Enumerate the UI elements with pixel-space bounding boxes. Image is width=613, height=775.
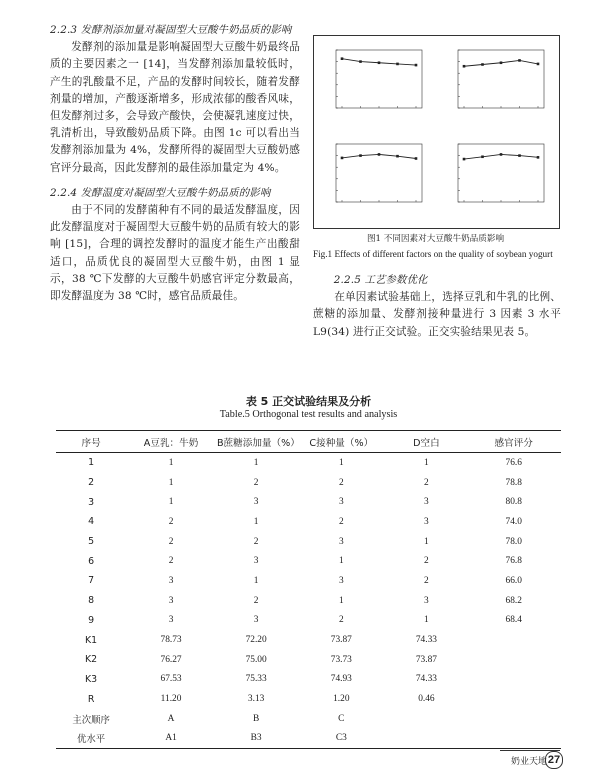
table-row <box>56 591 561 611</box>
table-cell: 3 <box>338 575 344 586</box>
table-cell: 1 <box>338 595 344 606</box>
table-cell <box>466 670 561 690</box>
figure-caption-en: Fig.1 Effects of different factors on the quality of soybean yogurt <box>313 249 553 259</box>
table-row <box>56 650 561 670</box>
row-label-cell: 2 <box>88 477 95 489</box>
table-cell: 72.20 <box>245 635 267 646</box>
table-cell: 2 <box>338 477 344 488</box>
section-223-heading: 2.2.3 发酵剂添加量对凝固型大豆酸牛奶品质的影响 <box>50 24 292 36</box>
chart-1a <box>320 42 428 122</box>
data-point <box>463 158 466 161</box>
table-cell: 3 <box>338 536 344 547</box>
table-cell: 1 <box>424 615 429 626</box>
data-point <box>537 156 540 159</box>
header-score: 感官评分 <box>466 431 561 453</box>
row-label-cell: K3 <box>85 673 98 685</box>
row-label-cell: 4 <box>88 516 95 528</box>
table-cell: 2 <box>338 615 344 626</box>
table-row <box>56 630 561 650</box>
plot-frame <box>336 50 422 108</box>
row-label-cell: 优水平 <box>56 729 126 749</box>
table-row <box>56 689 561 709</box>
table-cell: 75.00 <box>245 654 267 665</box>
table-cell: 3 <box>424 516 429 527</box>
page-number: 27 <box>545 751 563 769</box>
row-label-cell: 7 <box>88 575 95 587</box>
header-c: C接种量（%） <box>296 431 386 453</box>
row-label-cell: 1 <box>88 457 95 469</box>
table-cell: 3 <box>424 595 429 606</box>
table-cell: 66.0 <box>505 575 522 586</box>
orthogonal-table <box>56 430 561 749</box>
data-point <box>518 154 521 157</box>
row-label-cell: K2 <box>85 654 98 666</box>
table-cell: 3 <box>168 595 174 606</box>
table-cell: 76.27 <box>160 654 182 665</box>
table-cell: 2 <box>253 536 259 547</box>
plot-frame <box>458 50 544 108</box>
data-point <box>481 155 484 158</box>
table-cell: 2 <box>168 536 174 547</box>
table-cell: 74.33 <box>415 635 437 646</box>
table-cell <box>466 709 561 729</box>
table-row <box>56 453 561 473</box>
data-point <box>518 59 521 62</box>
table-cell <box>386 709 466 729</box>
chart-1d <box>442 136 550 216</box>
table-cell: B <box>252 713 260 724</box>
table-cell: 2 <box>168 556 174 567</box>
row-label-cell: 8 <box>88 595 95 607</box>
header-d: D空白 <box>386 431 466 453</box>
table-cell: 1 <box>168 497 174 508</box>
table-cell: 2 <box>424 556 429 567</box>
table-cell: 73.87 <box>415 654 437 665</box>
table-title-en: Table.5 Orthogonal test results and analysis <box>219 409 398 420</box>
table-cell: 1 <box>424 536 429 547</box>
table-row <box>56 571 561 591</box>
header-b: B蔗糖添加量（%） <box>216 431 296 453</box>
table-cell: 0.46 <box>418 694 435 705</box>
table-row <box>56 709 561 729</box>
table-cell: B3 <box>216 729 296 749</box>
table-cell: 11.20 <box>160 694 182 705</box>
table-cell: 74.0 <box>505 516 522 527</box>
table-row <box>56 512 561 532</box>
section-224-paragraph: 由于不同的发酵菌种有不同的最适发酵温度，因此发酵温度对于凝固型大豆酸牛奶的品质有较大的影响 [15]，合理的调控发酵时的温度才能生产出酸甜适口，品质优良的凝固型大豆酸牛奶，由图 1 显示，38 ℃下发酵的大豆酸牛奶感官评定分数最高，即发酵温度为 38 ℃时，感官品质最佳。 <box>50 204 300 303</box>
table-cell: 1.20 <box>333 694 350 705</box>
figure-1 <box>313 35 560 229</box>
table-cell: 1 <box>253 457 259 468</box>
row-label-cell: R <box>87 693 95 705</box>
table-cell: 68.4 <box>505 615 522 626</box>
table-cell: A <box>167 713 175 724</box>
header-a: A豆乳：牛奶 <box>126 431 216 453</box>
table-cell: 1 <box>168 477 174 488</box>
table-cell: 78.0 <box>505 536 522 547</box>
table-row <box>56 670 561 690</box>
data-point <box>396 155 399 158</box>
chart-1c <box>320 136 428 216</box>
table-cell: 3 <box>424 497 429 508</box>
table-cell: 2 <box>338 516 344 527</box>
table-cell: 74.93 <box>330 674 352 685</box>
data-point <box>500 61 503 64</box>
section-225-heading: 2.2.5 工艺参数优化 <box>333 274 428 286</box>
data-point <box>341 157 344 160</box>
table-cell: 68.2 <box>505 595 522 606</box>
table-row <box>56 551 561 571</box>
data-point <box>463 65 466 68</box>
row-label-cell: 9 <box>88 614 95 626</box>
data-point <box>500 153 503 156</box>
table-cell: 67.53 <box>160 674 182 685</box>
table-row <box>56 611 561 631</box>
table-cell: 1 <box>168 457 174 468</box>
table-body <box>56 453 561 749</box>
table-cell: 80.8 <box>505 497 522 508</box>
left-column <box>50 22 300 305</box>
table-cell: 3 <box>253 615 259 626</box>
table-row <box>56 532 561 552</box>
table-cell: 76.8 <box>505 556 522 567</box>
row-label-cell: 3 <box>88 496 95 508</box>
table-cell: 3 <box>168 575 174 586</box>
data-point <box>396 63 399 66</box>
table-cell: 1 <box>253 575 259 586</box>
table-cell: 3 <box>253 556 259 567</box>
data-point <box>378 153 381 156</box>
plot-frame <box>336 144 422 202</box>
row-label-cell: 6 <box>88 555 95 567</box>
section-225-paragraph: 在单因素试验基础上，选择豆乳和牛乳的比例、蔗糖的添加量、发酵剂接种量进行 3 因素 3 水平 L9(34) 进行正交试验。正交实验结果见表 5。 <box>313 291 561 338</box>
table-cell: 3 <box>168 615 174 626</box>
table-cell: 75.33 <box>245 674 267 685</box>
table-cell: C3 <box>296 729 386 749</box>
data-point <box>378 61 381 64</box>
table-cell <box>386 729 466 749</box>
row-label-cell: 主次顺序 <box>72 714 110 726</box>
data-point <box>537 63 540 66</box>
table-row <box>56 729 561 749</box>
table-cell <box>466 729 561 749</box>
plot-frame <box>458 144 544 202</box>
table-cell: 2 <box>424 477 429 488</box>
footer-journal: 奶业天地 <box>511 757 548 767</box>
data-point <box>359 154 362 157</box>
chart-1b <box>442 42 550 122</box>
data-point <box>415 64 418 67</box>
figure-caption-cn: 图1 不同因素对大豆酸牛奶品质影响 <box>366 234 505 244</box>
data-point <box>481 63 484 66</box>
section-223-paragraph: 发酵剂的添加量是影响凝固型大豆酸牛奶最终品质的主要因素之一 [14]，当发酵剂添加量较低时，产生的乳酸量不足，产品的发酵时间较长，随着发酵剂量的增加，产酸逐渐增多，形成浓郁的酸香风味，但发酵剂过多，会导致产酸快，会使凝乳速度过快，乳清析出，导致酸奶品质下降。由图 1c 可以看出当发酵剂添加量为 4%，发酵所得的凝固型大豆酸奶感官评分最高，因此发酵剂的最佳添加量定为 4%。 <box>50 41 300 174</box>
table-cell: 2 <box>424 575 429 586</box>
table-cell: 3 <box>338 497 344 508</box>
table-header-row <box>56 431 561 453</box>
table-cell: 1 <box>253 516 259 527</box>
table-cell: 3.13 <box>247 694 265 705</box>
table-cell: 3 <box>253 497 259 508</box>
header-index: 序号 <box>56 431 126 453</box>
table-cell: 74.33 <box>415 674 437 685</box>
table-row <box>56 492 561 512</box>
table-cell: 2 <box>253 477 259 488</box>
table-cell: 1 <box>338 556 344 567</box>
table-title-cn: 表 5 正交试验结果及分析 <box>245 395 372 408</box>
table-cell: C <box>338 713 345 724</box>
table-cell <box>466 650 561 670</box>
table-cell: 78.73 <box>160 635 182 646</box>
table-cell: 2 <box>253 595 259 606</box>
data-point <box>415 157 418 160</box>
data-point <box>341 57 344 60</box>
table-cell: 78.8 <box>505 477 522 488</box>
row-label-cell: K1 <box>85 634 98 646</box>
table-cell: 73.87 <box>330 635 352 646</box>
data-point <box>359 60 362 63</box>
row-label-cell: 5 <box>88 536 95 548</box>
table-cell: 76.6 <box>505 457 522 468</box>
right-column <box>313 272 561 341</box>
table-cell: 2 <box>168 516 174 527</box>
table-cell <box>466 689 561 709</box>
table-cell: 1 <box>338 457 344 468</box>
table-cell <box>466 630 561 650</box>
table-cell: 1 <box>424 457 429 468</box>
section-224-heading: 2.2.4 发酵温度对凝固型大豆酸牛奶品质的影响 <box>50 186 271 199</box>
table-cell: 73.73 <box>330 654 352 665</box>
table-row <box>56 473 561 493</box>
table-cell: A1 <box>126 729 216 749</box>
